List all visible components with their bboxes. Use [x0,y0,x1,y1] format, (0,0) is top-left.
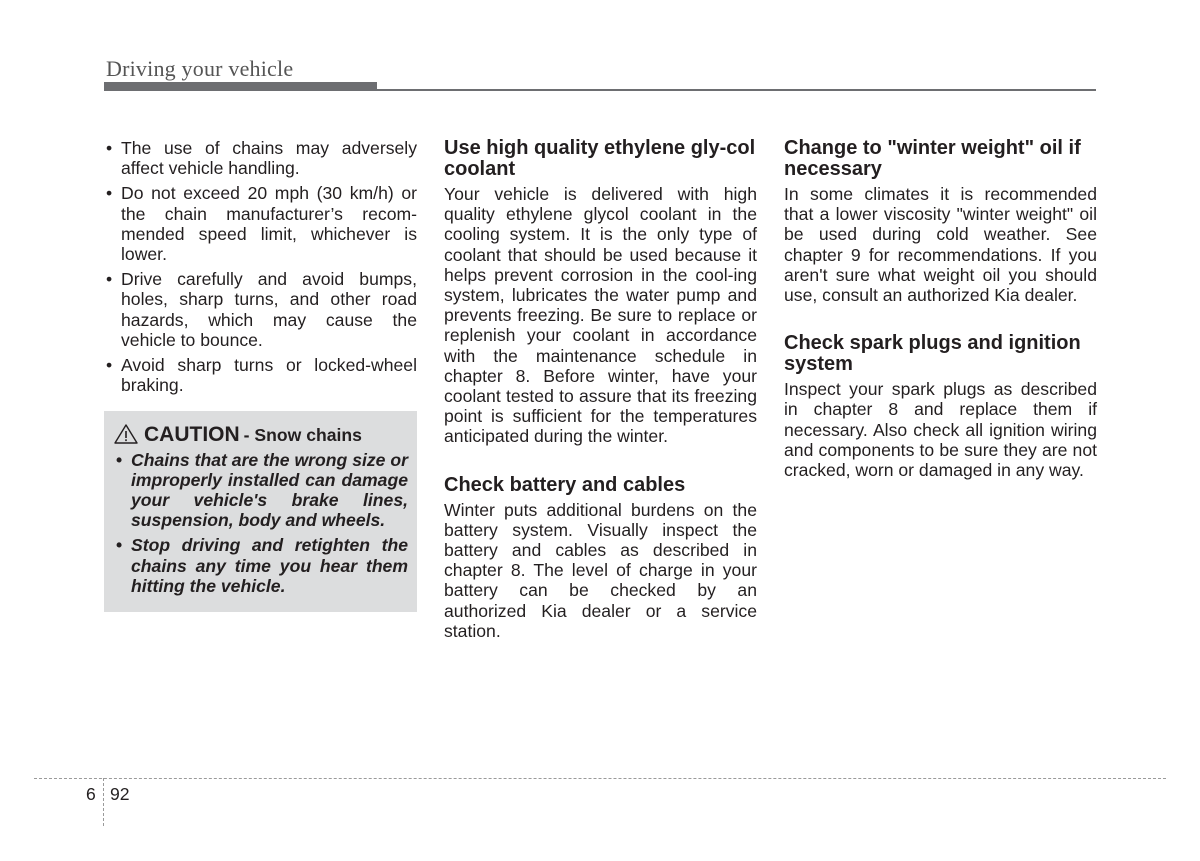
page-header-title: Driving your vehicle [106,56,294,81]
list-item: • Avoid sharp turns or locked-wheel braking. [104,355,417,395]
caution-header [114,421,408,445]
caution-item: • Chains that are the wrong size or improperly installed can damage your vehicle's brake lines, suspension, body and wheels. [114,450,408,531]
column-1 [104,138,417,612]
section-heading-battery: Check battery and cables [444,473,686,496]
chain-tips-list [104,138,417,395]
caution-label: CAUTION [144,423,240,447]
column-3 [784,138,1097,480]
section-heading-spark-plugs: Check spark plugs and ignition system [784,332,1081,376]
caution-item: • Stop driving and retighten the chains any time you hear them hitting the vehicle. [114,535,408,596]
header-rule [104,89,1096,91]
section-heading-coolant: Use high quality ethylene gly-col coolant [444,137,756,180]
column-2 [444,138,757,641]
list-item: • Drive carefully and avoid bumps, holes, sharp turns, and other road hazards, which may cause the vehicle to bounce. [104,269,417,350]
caution-box [104,411,417,612]
list-item: • The use of chains may adversely affect vehicle handling. [104,138,417,178]
section-text-oil: In some climates it is recommended that a lower viscosity "winter weight" oil be used during cold weather. See chapter 9 for recommendations. If you aren't sure what weight oil you should use, consult an authorized Kia dealer. [784,184,1097,306]
warning-triangle-icon [114,424,138,444]
caution-subtitle: - Snow chains [243,425,362,446]
footer-rule [34,778,1166,779]
caution-list [114,450,408,596]
list-item: • Do not exceed 20 mph (30 km/h) or the chain manufacturer’s recom-mended speed limit, whichever is lower. [104,183,417,264]
section-text-coolant: Your vehicle is delivered with high quality ethylene glycol coolant in the cooling system. It is the only type of coolant that should be used because it helps prevent corrosion in the cool-ing system, lubricates the water pump and prevents freezing. Be sure to replace or replenish your coolant in accordance with the maintenance schedule in chapter 8. Before winter, have your coolant tested to assure that its freezing point is sufficient for the temperatures anticipated during the winter. [444,184,757,447]
section-text-battery: Winter puts additional burdens on the battery system. Visually inspect the battery and cables as described in chapter 8. The level of charge in your battery can be checked by an authorized Kia dealer or a service station. [444,499,757,641]
page-number: 92 [110,784,130,804]
section-text-spark-plugs: Inspect your spark plugs as described in chapter 8 and replace them if necessary. Also check all ignition wiring and components to be sure they are not cracked, worn or damaged in any way. [784,379,1097,481]
chapter-number: 6 [86,784,96,804]
section-heading-oil: Change to "winter weight" oil if necessary [784,137,1081,180]
footer-divider [103,778,104,826]
